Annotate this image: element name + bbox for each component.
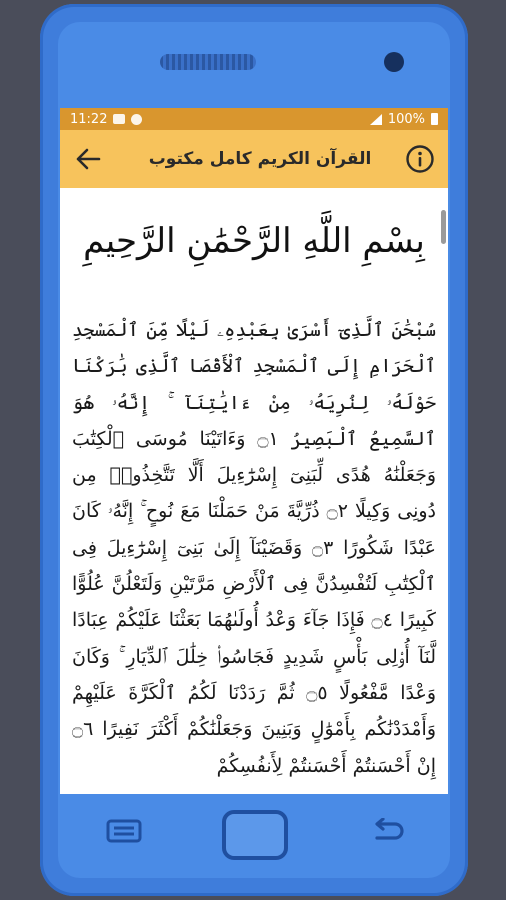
app-bar	[60, 130, 448, 188]
surah-verses: سُبْحَٰنَ ٱلَّذِىٓ أَسْرَىٰ بِعَبْدِهِۦ لَيْلًا مِّنَ ٱلْمَسْجِدِ ٱلْحَرَامِ إِلَى ٱلْمَسْجِدِ ٱلْأَقْصَا ٱلَّذِى بَٰرَكْنَا حَوْلَهُۥ لِنُرِيَهُۥ مِنْ ءَايَٰتِنَآ ۚ إِنَّهُۥ هُوَ ٱلسَّمِيعُ ٱلْبَصِيرُ ۝١ وَءَاتَيْنَا مُوسَى ٱلْكِتَٰبَ وَجَعَلْنَٰهُ هُدًى لِّبَنِىٓ إِسْرَٰٓءِيلَ أَلَّا تَتَّخِذُوا۟ مِن دُونِى وَكِيلًا ۝٢ ذُرِّيَّةَ مَنْ حَمَلْنَا مَعَ نُوحٍ ۚ إِنَّهُۥ كَانَ عَبْدًا شَكُورًا ۝٣ وَقَضَيْنَآ إِلَىٰ بَنِىٓ إِسْرَٰٓءِيلَ فِى ٱلْكِتَٰبِ لَتُفْسِدُنَّ فِى ٱلْأَرْضِ مَرَّتَيْنِ وَلَتَعْلُنَّ عُلُوًّا كَبِيرًا ۝٤ فَإِذَا جَآءَ وَعْدُ أُولَىٰهُمَا بَعَثْنَا عَلَيْكُمْ عِبَادًا لَّنَآ أُو۟لِى بَأْسٍ شَدِيدٍ فَجَاسُوا۟ خِلَٰلَ ٱلدِّيَارِ ۚ وَكَانَ وَعْدًا مَّفْعُولًا ۝٥ ثُمَّ رَدَدْنَا لَكُمُ ٱلْكَرَّةَ عَلَيْهِمْ وَأَمْدَدْنَٰكُم بِأَمْوَٰلٍ وَبَنِينَ وَجَعَلْنَٰكُمْ أَكْثَرَ نَفِيرًا ۝٦ إِنْ أَحْسَنتُمْ أَحْسَنتُمْ لِأَنفُسِكُمْ	[72, 319, 436, 777]
battery-icon	[431, 113, 438, 125]
menu-icon	[106, 819, 142, 843]
arrow-left-icon	[75, 148, 101, 170]
screen	[60, 108, 448, 794]
app-title: القرآن الكريم كامل مكتوب	[148, 149, 372, 169]
nav-menu-button[interactable]	[104, 814, 144, 848]
info-button[interactable]	[402, 141, 438, 177]
signal-icon	[370, 114, 382, 125]
image-notification-icon	[113, 114, 125, 124]
front-camera	[384, 52, 404, 72]
home-button[interactable]	[222, 810, 288, 860]
app-notification-icon	[131, 114, 142, 125]
back-button[interactable]	[70, 141, 106, 177]
info-circle-icon	[405, 144, 435, 174]
scrollbar[interactable]	[441, 210, 446, 244]
quran-text-area[interactable]	[60, 188, 448, 794]
return-icon	[371, 818, 405, 844]
battery-percent: 100%	[387, 111, 425, 127]
status-bar	[60, 108, 448, 130]
nav-back-button[interactable]	[368, 814, 408, 848]
bismillah-calligraphy: بِسْمِ اللَّهِ الرَّحْمَٰنِ الرَّحِيمِ	[83, 221, 425, 261]
speaker-grille	[160, 54, 256, 70]
status-time: 11:22	[70, 111, 108, 127]
